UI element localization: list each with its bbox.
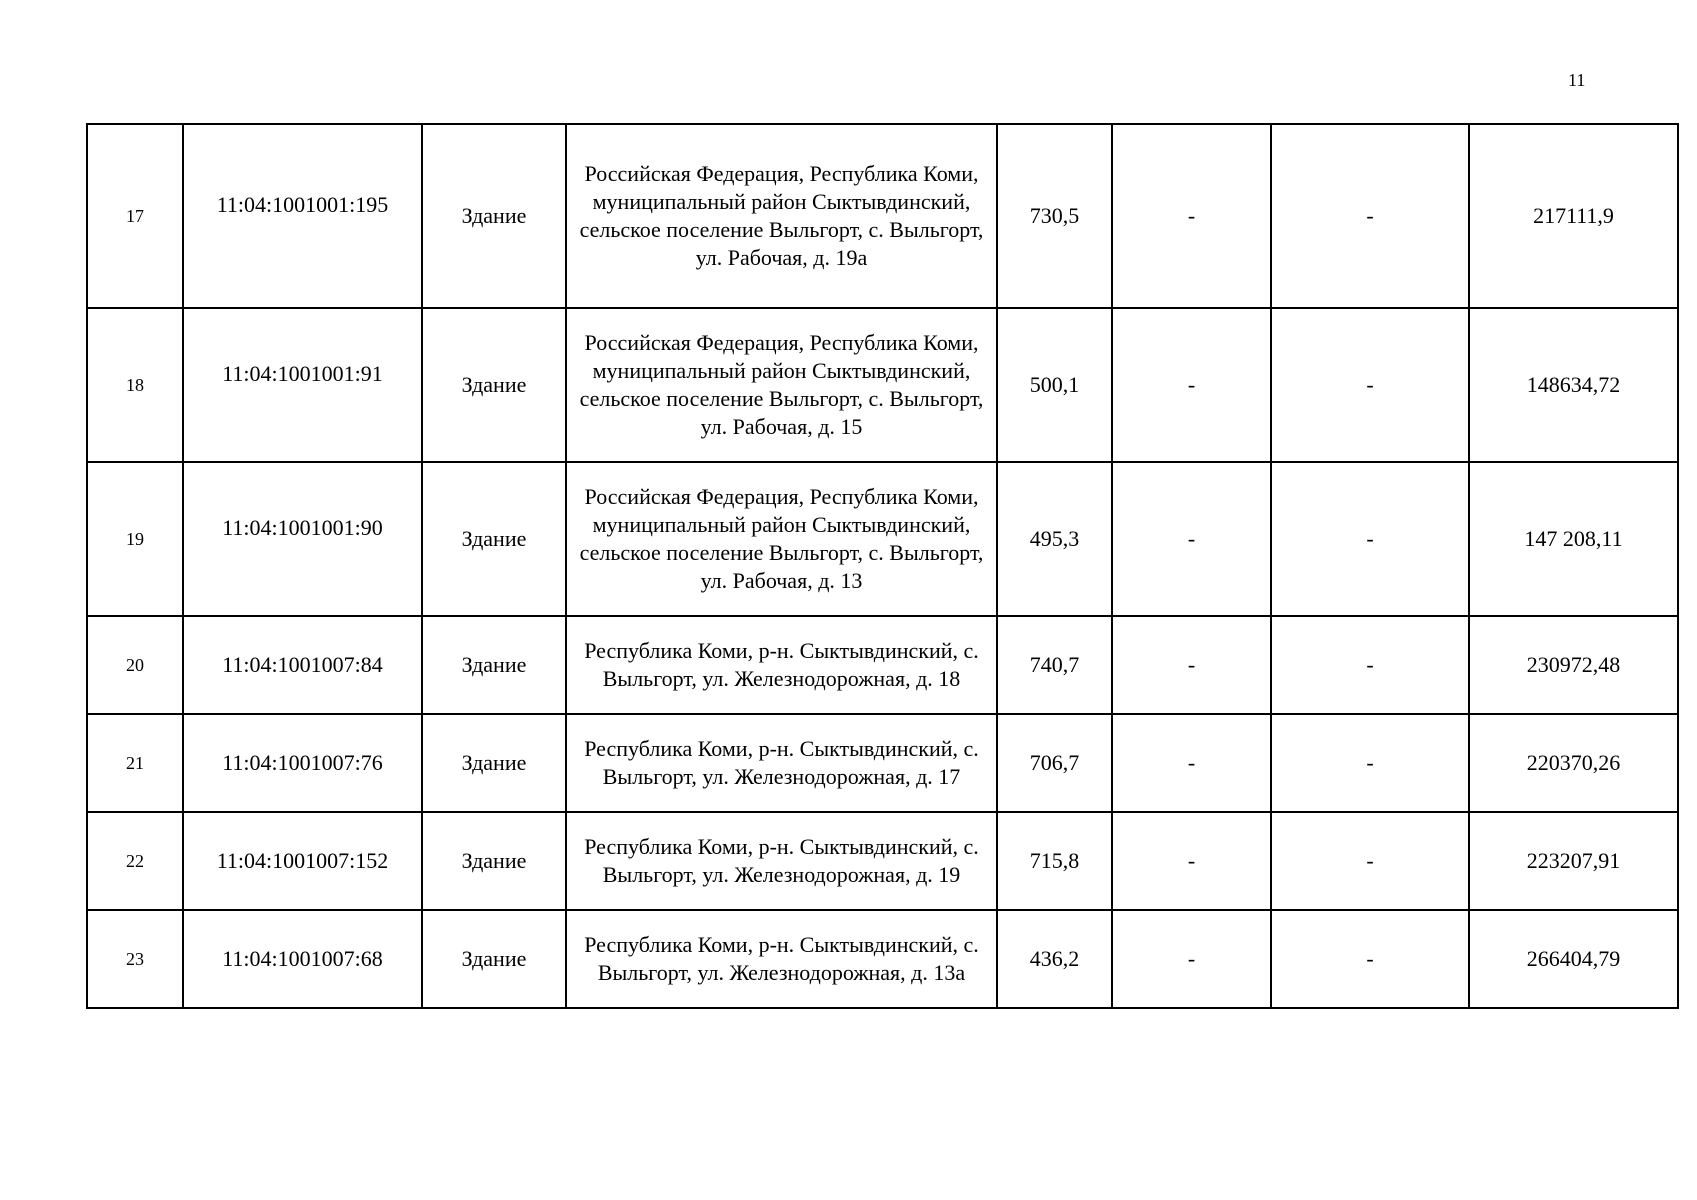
column-6-value: - bbox=[1112, 616, 1271, 714]
cadastral-number: 11:04:1001007:152 bbox=[183, 812, 422, 910]
column-7-value: - bbox=[1271, 714, 1469, 812]
cadastral-number: 11:04:1001007:76 bbox=[183, 714, 422, 812]
cadastral-number: 11:04:1001007:84 bbox=[183, 616, 422, 714]
table-row bbox=[87, 616, 1678, 714]
object-address: Российская Федерация, Республика Коми, муниципальный район Сыктывдинский, сельское поселение Выльгорт, с. Выльгорт, ул. Рабочая, д. 13 bbox=[566, 462, 997, 616]
object-type: Здание bbox=[422, 910, 566, 1008]
object-area: 730,5 bbox=[997, 124, 1112, 308]
object-area: 706,7 bbox=[997, 714, 1112, 812]
object-address: Республика Коми, р-н. Сыктывдинский, с. Выльгорт, ул. Железнодорожная, д. 17 bbox=[566, 714, 997, 812]
object-type: Здание bbox=[422, 714, 566, 812]
object-area: 715,8 bbox=[997, 812, 1112, 910]
object-address: Российская Федерация, Республика Коми, муниципальный район Сыктывдинский, сельское поселение Выльгорт, с. Выльгорт, ул. Рабочая, д. 19а bbox=[566, 124, 997, 308]
column-7-value: - bbox=[1271, 308, 1469, 462]
column-7-value: - bbox=[1271, 812, 1469, 910]
cadastral-number: 11:04:1001001:90 bbox=[183, 462, 422, 616]
object-address: Республика Коми, р-н. Сыктывдинский, с. Выльгорт, ул. Железнодорожная, д. 18 bbox=[566, 616, 997, 714]
object-type: Здание bbox=[422, 124, 566, 308]
object-value: 220370,26 bbox=[1469, 714, 1678, 812]
row-number: 18 bbox=[87, 308, 183, 462]
object-value: 217111,9 bbox=[1469, 124, 1678, 308]
object-value: 147 208,11 bbox=[1469, 462, 1678, 616]
row-number: 19 bbox=[87, 462, 183, 616]
page-number: 11 bbox=[1568, 70, 1586, 90]
cadastral-number: 11:04:1001001:91 bbox=[183, 308, 422, 462]
table-row bbox=[87, 124, 1678, 308]
column-6-value: - bbox=[1112, 462, 1271, 616]
object-address: Российская Федерация, Республика Коми, муниципальный район Сыктывдинский, сельское поселение Выльгорт, с. Выльгорт, ул. Рабочая, д. 15 bbox=[566, 308, 997, 462]
object-value: 223207,91 bbox=[1469, 812, 1678, 910]
object-type: Здание bbox=[422, 812, 566, 910]
cadastral-number: 11:04:1001001:195 bbox=[183, 124, 422, 308]
column-6-value: - bbox=[1112, 308, 1271, 462]
column-7-value: - bbox=[1271, 910, 1469, 1008]
column-7-value: - bbox=[1271, 616, 1469, 714]
object-type: Здание bbox=[422, 616, 566, 714]
table-row bbox=[87, 910, 1678, 1008]
row-number: 20 bbox=[87, 616, 183, 714]
object-value: 148634,72 bbox=[1469, 308, 1678, 462]
object-address: Республика Коми, р-н. Сыктывдинский, с. Выльгорт, ул. Железнодорожная, д. 19 bbox=[566, 812, 997, 910]
column-7-value: - bbox=[1271, 124, 1469, 308]
table-row bbox=[87, 462, 1678, 616]
object-area: 500,1 bbox=[997, 308, 1112, 462]
column-6-value: - bbox=[1112, 124, 1271, 308]
object-type: Здание bbox=[422, 308, 566, 462]
object-address: Республика Коми, р-н. Сыктывдинский, с. Выльгорт, ул. Железнодорожная, д. 13а bbox=[566, 910, 997, 1008]
row-number: 22 bbox=[87, 812, 183, 910]
cadastral-number: 11:04:1001007:68 bbox=[183, 910, 422, 1008]
table-row bbox=[87, 308, 1678, 462]
row-number: 17 bbox=[87, 124, 183, 308]
column-7-value: - bbox=[1271, 462, 1469, 616]
object-value: 266404,79 bbox=[1469, 910, 1678, 1008]
object-area: 740,7 bbox=[997, 616, 1112, 714]
column-6-value: - bbox=[1112, 714, 1271, 812]
row-number: 23 bbox=[87, 910, 183, 1008]
table-row bbox=[87, 714, 1678, 812]
column-6-value: - bbox=[1112, 910, 1271, 1008]
object-area: 436,2 bbox=[997, 910, 1112, 1008]
row-number: 21 bbox=[87, 714, 183, 812]
object-type: Здание bbox=[422, 462, 566, 616]
table-row bbox=[87, 812, 1678, 910]
object-value: 230972,48 bbox=[1469, 616, 1678, 714]
column-6-value: - bbox=[1112, 812, 1271, 910]
property-registry-table bbox=[86, 123, 1679, 1009]
object-area: 495,3 bbox=[997, 462, 1112, 616]
